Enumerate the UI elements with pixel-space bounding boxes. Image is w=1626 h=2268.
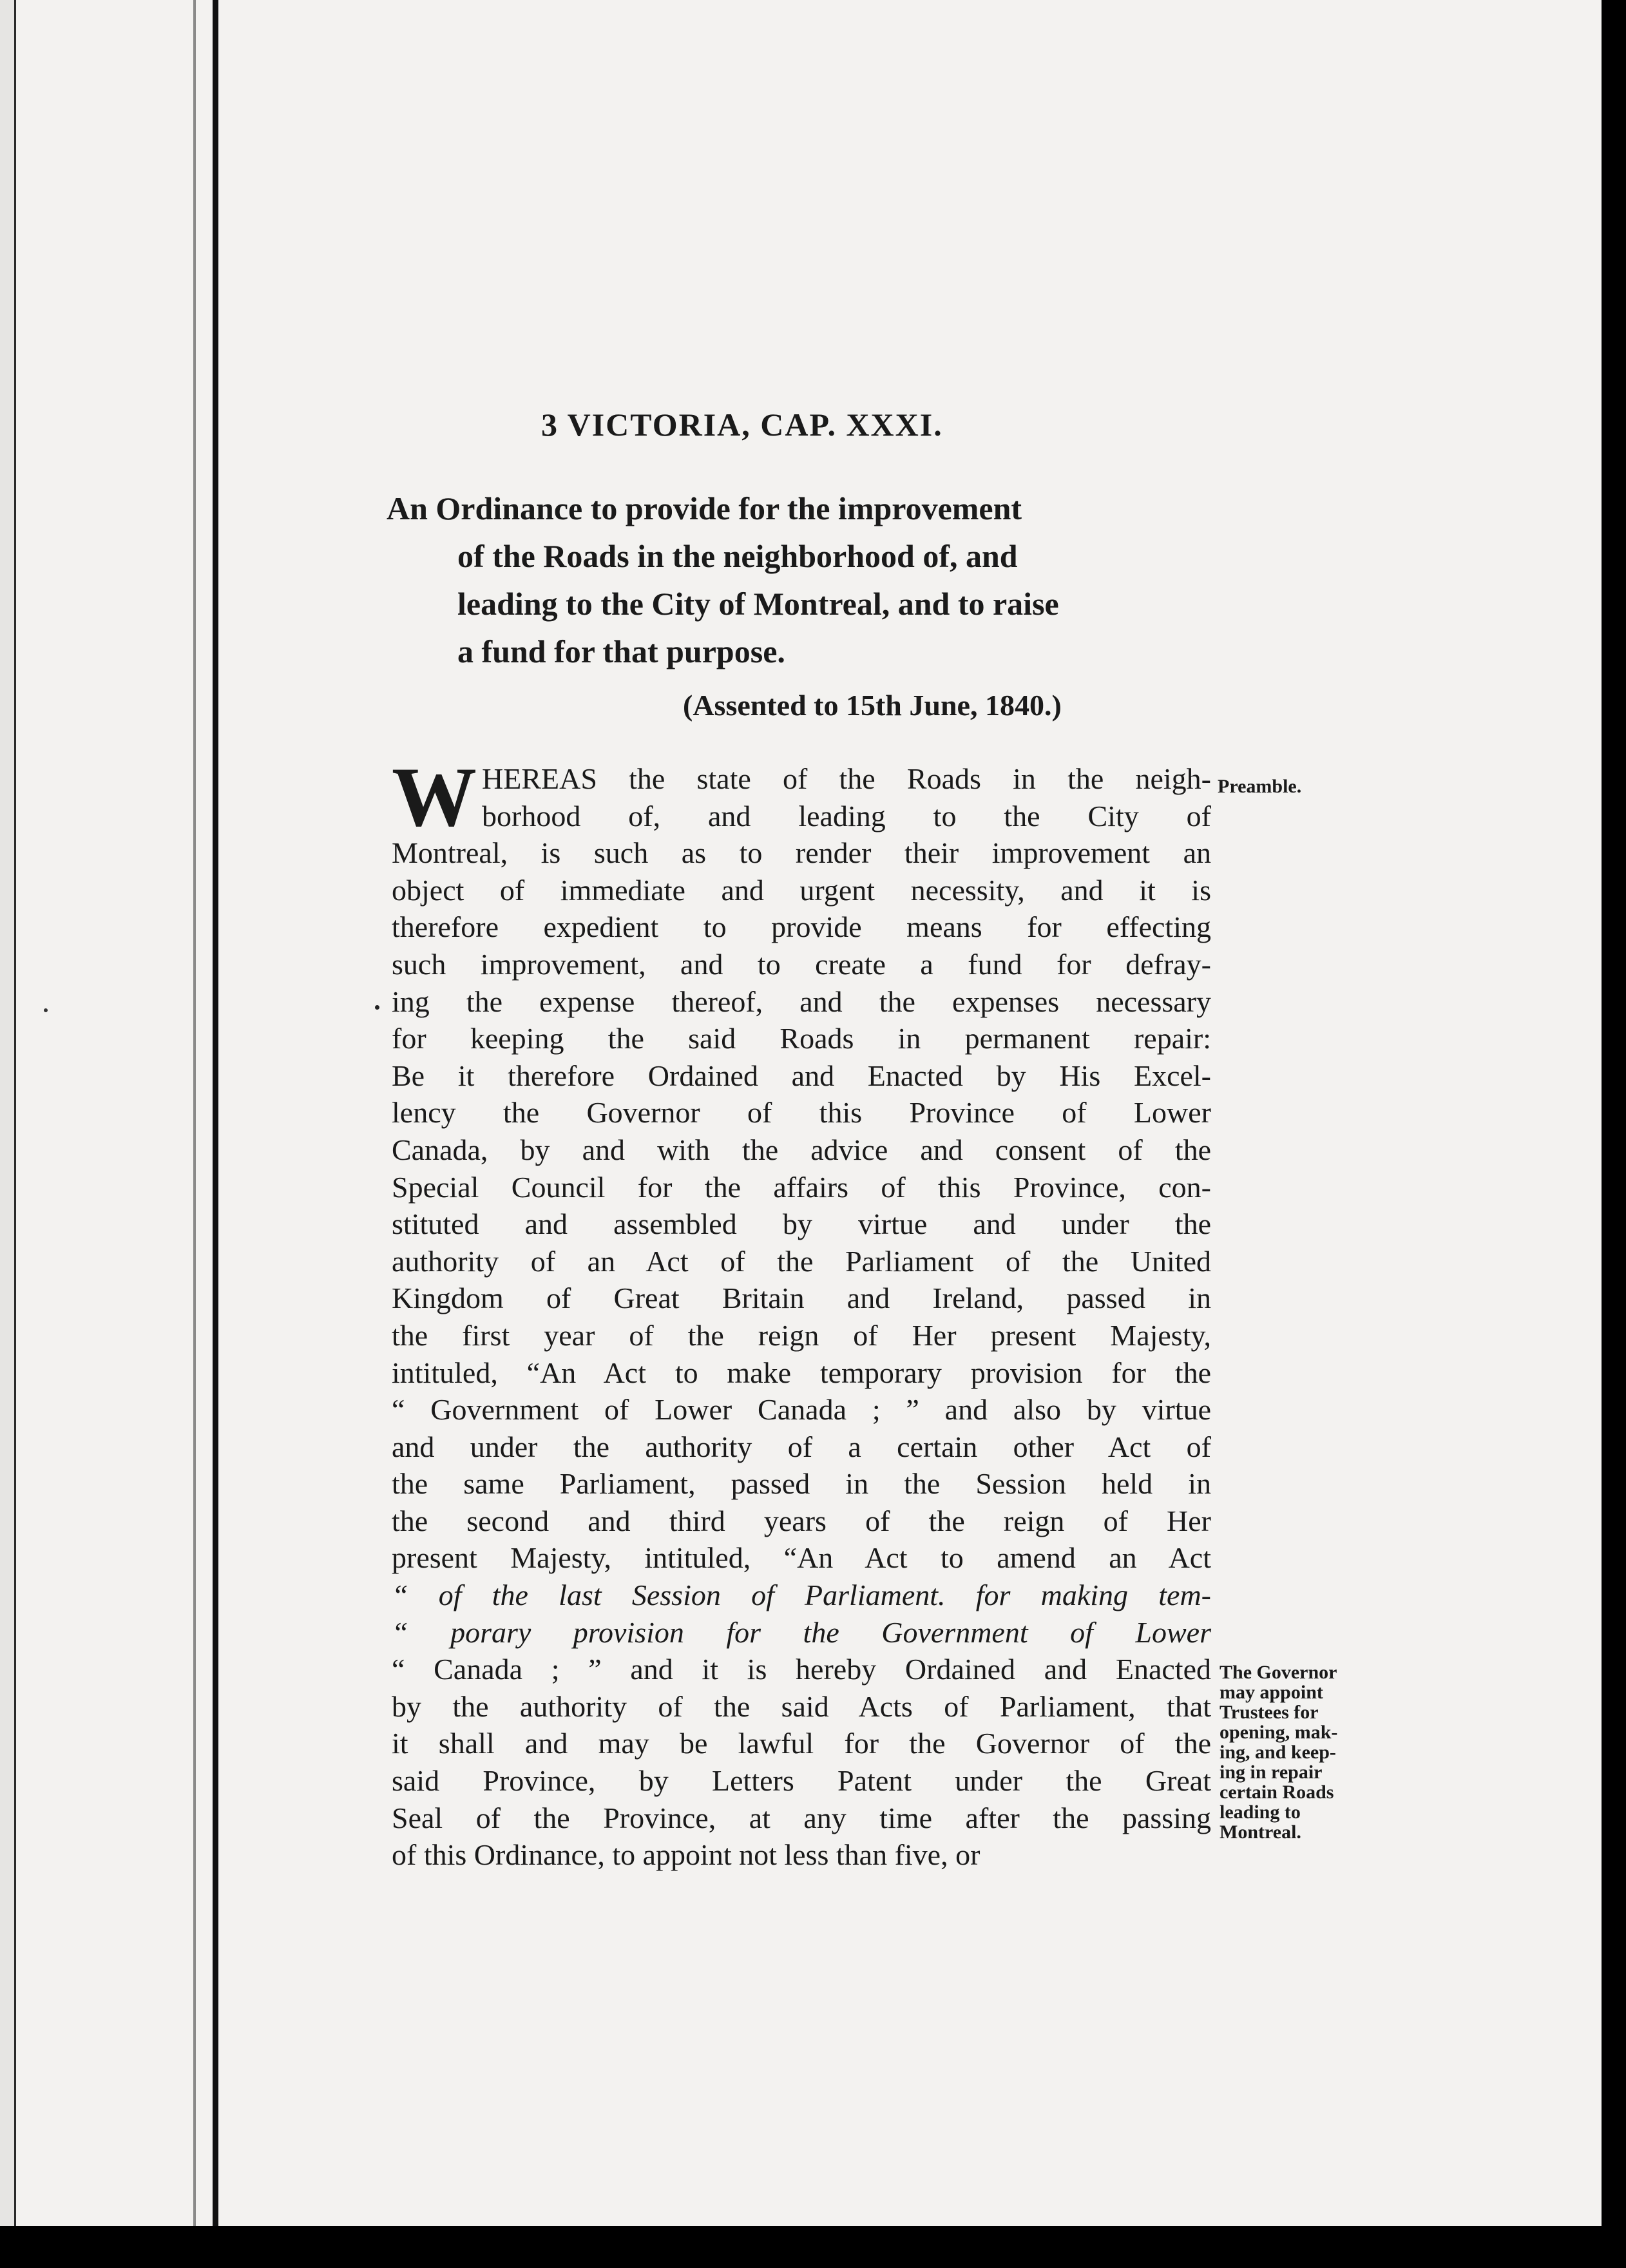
body-line: the second and third years of the reign of Her	[392, 1504, 1211, 1537]
margin-note-line: Trustees for	[1220, 1702, 1319, 1723]
margin-note-line: ing in repair	[1220, 1762, 1323, 1783]
body-line: such improvement, and to create a fund for defray-	[392, 947, 1211, 981]
body-line: Special Council for the affairs of this Province, con-	[392, 1170, 1211, 1204]
assent-date: (Assented to 15th June, 1840.)	[683, 689, 1062, 722]
body-line: “ Canada ; ” and it is hereby Ordained and Enacted	[392, 1653, 1211, 1686]
margin-note-line: ing, and keep-	[1220, 1742, 1336, 1763]
body-line: the first year of the reign of Her present Majesty,	[392, 1318, 1211, 1352]
body-line: Montreal, is such as to render their improvement an	[392, 836, 1211, 870]
body-line: lency the Governor of this Province of Lower	[392, 1096, 1211, 1129]
margin-note-line: certain Roads	[1220, 1782, 1334, 1803]
body-line: borhood of, and leading to the City of	[482, 799, 1211, 832]
body-line: “ of the last Session of Parliament. for making tem-	[392, 1579, 1211, 1612]
body-line: ing the expense thereof, and the expenses necessary	[392, 985, 1211, 1018]
body-line: it shall and may be lawful for the Governor of the	[392, 1727, 1211, 1760]
body-line: Kingdom of Great Britain and Ireland, passed in	[392, 1282, 1211, 1315]
body-line: and under the authority of a certain other Act of	[392, 1430, 1211, 1463]
margin-note-line: opening, mak-	[1220, 1722, 1338, 1743]
scan-border-right	[1602, 0, 1626, 2268]
title-line: An Ordinance to provide for the improvement	[387, 490, 1022, 526]
binding-gutter-line	[213, 0, 218, 2226]
title-line: leading to the City of Montreal, and to raise	[457, 586, 1059, 622]
body-line: Canada, by and with the advice and consent of the	[392, 1133, 1211, 1166]
body-line: intituled, “An Act to make temporary provision for the	[392, 1356, 1211, 1389]
body-line: of this Ordinance, to appoint not less than five, or	[392, 1838, 980, 1872]
margin-note-line: Montreal.	[1220, 1821, 1301, 1843]
body-line: object of immediate and urgent necessity, and it is	[392, 873, 1211, 907]
body-line: said Province, by Letters Patent under the Great	[392, 1764, 1211, 1798]
margin-note-line: leading to	[1220, 1802, 1301, 1823]
margin-note-line: may appoint	[1220, 1682, 1323, 1703]
body-line: “ Government of Lower Canada ; ” and also by virtue	[392, 1393, 1211, 1427]
body-line: the same Parliament, passed in the Session held in	[392, 1467, 1211, 1501]
body-paragraph	[392, 749, 1211, 1874]
body-line: Seal of the Province, at any time after the passing	[392, 1801, 1211, 1834]
title-line: a fund for that purpose.	[457, 633, 785, 669]
scan-speck	[44, 1008, 48, 1012]
body-line: “ porary provision for the Government of Lower	[392, 1615, 1211, 1649]
margin-note-line: The Governor	[1220, 1662, 1337, 1683]
body-line: therefore expedient to provide means for effecting	[392, 910, 1211, 944]
body-line: by the authority of the said Acts of Parliament, that	[392, 1689, 1211, 1723]
margin-note-preamble: Preamble.	[1218, 776, 1302, 797]
margin-note-governor	[1220, 1662, 1337, 1842]
page-left-edge	[0, 0, 16, 2226]
title-line: of the Roads in the neighborhood of, and	[457, 538, 1018, 574]
body-line: present Majesty, intituled, “An Act to amend an Act	[392, 1541, 1211, 1575]
gutter-shadow-line	[193, 0, 196, 2226]
body-line: for keeping the said Roads in permanent repair:	[392, 1022, 1211, 1055]
ordinance-title	[387, 485, 1211, 675]
body-line: authority of an Act of the Parliament of the United	[392, 1244, 1211, 1278]
drop-cap: W	[392, 749, 477, 844]
body-line: Be it therefore Ordained and Enacted by His Excel-	[392, 1059, 1211, 1092]
body-line: stituted and assembled by virtue and under the	[392, 1207, 1211, 1241]
scan-border-bottom	[0, 2226, 1626, 2268]
chapter-heading: 3 VICTORIA, CAP. XXXI.	[541, 407, 943, 443]
scan-speck	[375, 1005, 379, 1010]
body-line: HEREAS the state of the Roads in the neigh-	[482, 762, 1211, 795]
